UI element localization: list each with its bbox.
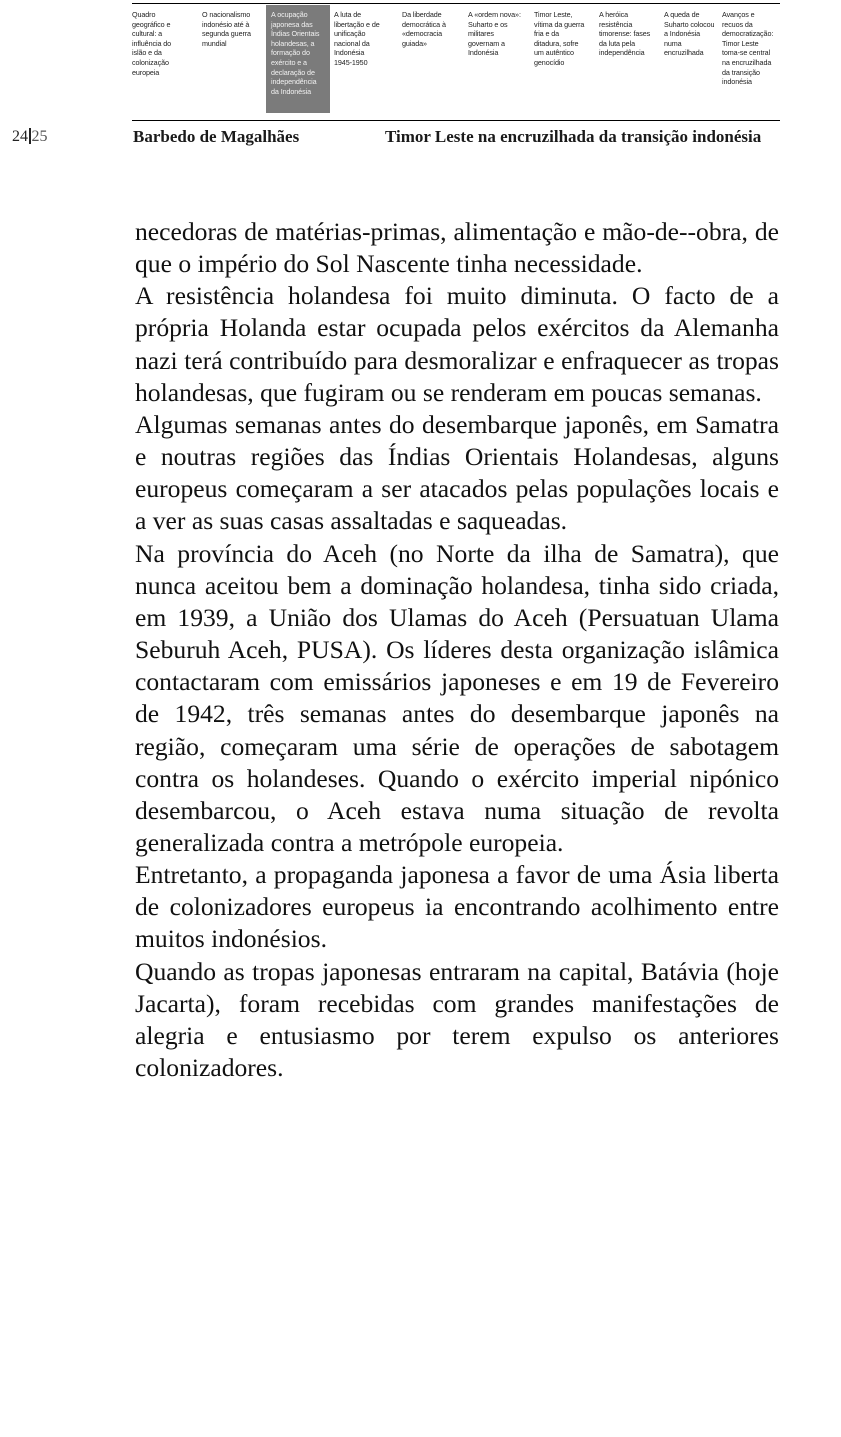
page-number-next: 25 bbox=[31, 128, 48, 145]
chapter-navigation-band bbox=[132, 0, 780, 120]
paragraph: Quando as tropas japonesas entraram na capital, Batávia (hoje Jacarta), foram recebidas com grandes manifestações de alegria e entusiasmo por terem expulso os anteriores colonizadores. bbox=[135, 956, 779, 1083]
running-header-book-title: Timor Leste na encruzilhada da transição indonésia bbox=[385, 127, 762, 146]
chapter-tab: Da liberdade democrática à «democracia guiada» bbox=[402, 10, 446, 48]
header-rule bbox=[132, 120, 780, 121]
chapter-tab: A luta de libertação e de unificação nacional da Indonésia 1945-1950 bbox=[334, 10, 380, 67]
paragraph: necedoras de matérias-primas, alimentação e mão-de--obra, de que o império do Sol Nascente tinha necessidade. bbox=[135, 217, 779, 279]
chapter-tab: O nacionalismo indonésio até à segunda guerra mundial bbox=[202, 10, 251, 48]
running-header-author: Barbedo de Magalhães bbox=[133, 127, 300, 146]
chapter-tab: A heróica resistência timorense: fases da luta pela independência bbox=[599, 10, 651, 58]
body-text bbox=[135, 216, 779, 1084]
chapter-tab: Quadro geográfico e cultural: a influência do islão e da colonização europeia bbox=[132, 10, 172, 77]
paragraph: Algumas semanas antes do desembarque japonês, em Samatra e noutras regiões das Índias Orientais Holandesas, alguns europeus começaram a ser atacados pelas populações locais e a ver as suas casas assaltadas e saqueadas. bbox=[135, 409, 779, 536]
page-number-current: 24 bbox=[12, 128, 28, 145]
paragraph: A resistência holandesa foi muito diminuta. O facto de a própria Holanda estar ocupada pelos exércitos da Alemanha nazi terá contribuído para desmoralizar e enfraquecer as tropas holandesas, que fugiram ou se renderam em poucas semanas. bbox=[135, 281, 779, 407]
chapter-tab: Avanços e recuos da democratização: Timor Leste toma-se central na encruzilhada da transição indonésia bbox=[722, 10, 774, 87]
chapter-tab: A «ordem nova»: Suharto e os militares governam a Indonésia bbox=[468, 10, 521, 58]
chapter-tab: A queda de Suharto colocou a Indonésia numa encruzilhada bbox=[664, 10, 715, 58]
chapter-tab-current: A ocupação japonesa das Índias Orientais holandesas, a formação do exército e a declaração de independência da Indonésia bbox=[266, 5, 330, 113]
page-number-divider bbox=[29, 128, 31, 144]
paragraph: Entretanto, a propaganda japonesa a favor de uma Ásia liberta de colonizadores europeus ia encontrando acolhimento entre muitos indonésios. bbox=[135, 860, 779, 954]
chapter-tab: Timor Leste, vítima da guerra fria e da ditadura, sofre um autêntico genocídio bbox=[534, 10, 585, 67]
paragraph: Na província do Aceh (no Norte da ilha de Samatra), que nunca aceitou bem a dominação holandesa, tinha sido criada, em 1939, a União dos Ulamas do Aceh (Persuatuan Ulama Seburuh Aceh, PUSA). Os líderes desta organização islâmica contactaram com emissários japoneses e em 19 de Fevereiro de 1942, três semanas antes do desembarque japonês na região, começaram uma série de operações de sabotagem contra os holandeses. Quando o exército imperial nipónico desembarcou, o Aceh estava numa situação de revolta generalizada contra a metrópole europeia. bbox=[135, 538, 779, 857]
page-number bbox=[12, 128, 48, 146]
